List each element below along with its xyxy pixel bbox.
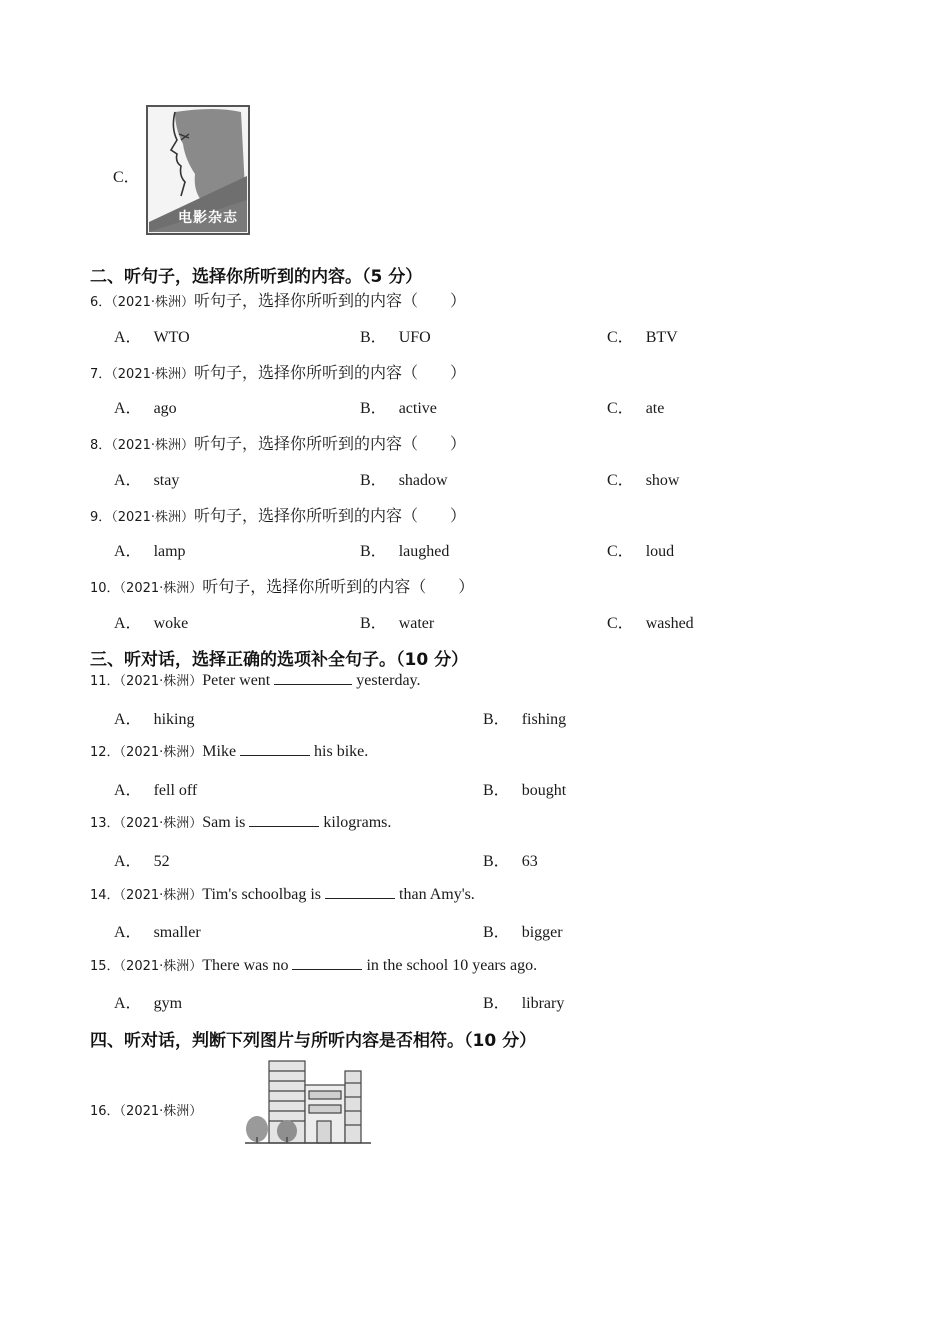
q10-option-a[interactable]: A． woke — [114, 615, 189, 632]
q14-option-a[interactable]: A． smaller — [114, 924, 201, 941]
q10-option-b[interactable]: B． water — [360, 615, 435, 632]
magazine-caption: 电影杂志 — [178, 210, 238, 226]
figure-option-label: C． — [113, 169, 140, 186]
answer-blank[interactable] — [292, 955, 362, 970]
q15-option-a[interactable]: A． gym — [114, 995, 183, 1012]
answer-blank[interactable] — [274, 670, 352, 685]
question-7: 7．（2021·株洲）听句子，选择你所听到的内容（ ） — [90, 365, 467, 382]
question-14: 14．（2021·株洲）Tim's schoolbag is than Amy's. — [90, 886, 475, 903]
question-6: 6．（2021·株洲）听句子，选择你所听到的内容（ ） — [90, 293, 467, 310]
q14-option-b[interactable]: B． bigger — [483, 924, 563, 941]
question-15: 15．（2021·株洲）There was no in the school 10 years ago. — [90, 957, 538, 974]
school-building-icon — [243, 1057, 373, 1149]
question-11: 11．（2021·株洲）Peter went yesterday. — [90, 672, 421, 689]
q15-option-b[interactable]: B． library — [483, 995, 565, 1012]
question-12: 12．（2021·株洲）Mike his bike. — [90, 743, 369, 760]
section-3-heading: 三、听对话，选择正确的选项补全句子。（10 分） — [90, 650, 469, 670]
q8-option-b[interactable]: B． shadow — [360, 472, 448, 489]
question-8: 8．（2021·株洲）听句子，选择你所听到的内容（ ） — [90, 436, 467, 453]
q9-option-b[interactable]: B． laughed — [360, 543, 450, 560]
q6-option-c[interactable]: C． BTV — [607, 329, 678, 346]
q7-option-b[interactable]: B． active — [360, 400, 437, 417]
q7-option-a[interactable]: A． ago — [114, 400, 177, 417]
q13-option-a[interactable]: A． 52 — [114, 853, 170, 870]
q12-option-b[interactable]: B． bought — [483, 782, 567, 799]
q11-option-a[interactable]: A． hiking — [114, 711, 195, 728]
answer-blank[interactable] — [240, 741, 310, 756]
q13-option-b[interactable]: B． 63 — [483, 853, 538, 870]
answer-blank[interactable] — [325, 884, 395, 899]
q11-option-b[interactable]: B． fishing — [483, 711, 567, 728]
q9-option-a[interactable]: A． lamp — [114, 543, 186, 560]
q8-option-a[interactable]: A． stay — [114, 472, 180, 489]
q6-option-a[interactable]: A． WTO — [114, 329, 190, 346]
question-10: 10．（2021·株洲）听句子，选择你所听到的内容（ ） — [90, 579, 475, 596]
question-13: 13．（2021·株洲）Sam is kilograms. — [90, 814, 392, 831]
q9-option-c[interactable]: C． loud — [607, 543, 675, 560]
q6-option-b[interactable]: B． UFO — [360, 329, 431, 346]
question-9: 9．（2021·株洲）听句子，选择你所听到的内容（ ） — [90, 508, 467, 525]
q8-option-c[interactable]: C． show — [607, 472, 680, 489]
q10-option-c[interactable]: C． washed — [607, 615, 694, 632]
question-16: 16．（2021·株洲） — [90, 1104, 203, 1119]
magazine-cover-woman-icon — [145, 104, 251, 236]
q12-option-a[interactable]: A． fell off — [114, 782, 198, 799]
answer-blank[interactable] — [249, 812, 319, 827]
q7-option-c[interactable]: C． ate — [607, 400, 665, 417]
section-2-heading: 二、听句子，选择你所听到的内容。（5 分） — [90, 267, 423, 287]
section-4-heading: 四、听对话，判断下列图片与所听内容是否相符。（10 分） — [90, 1031, 537, 1051]
